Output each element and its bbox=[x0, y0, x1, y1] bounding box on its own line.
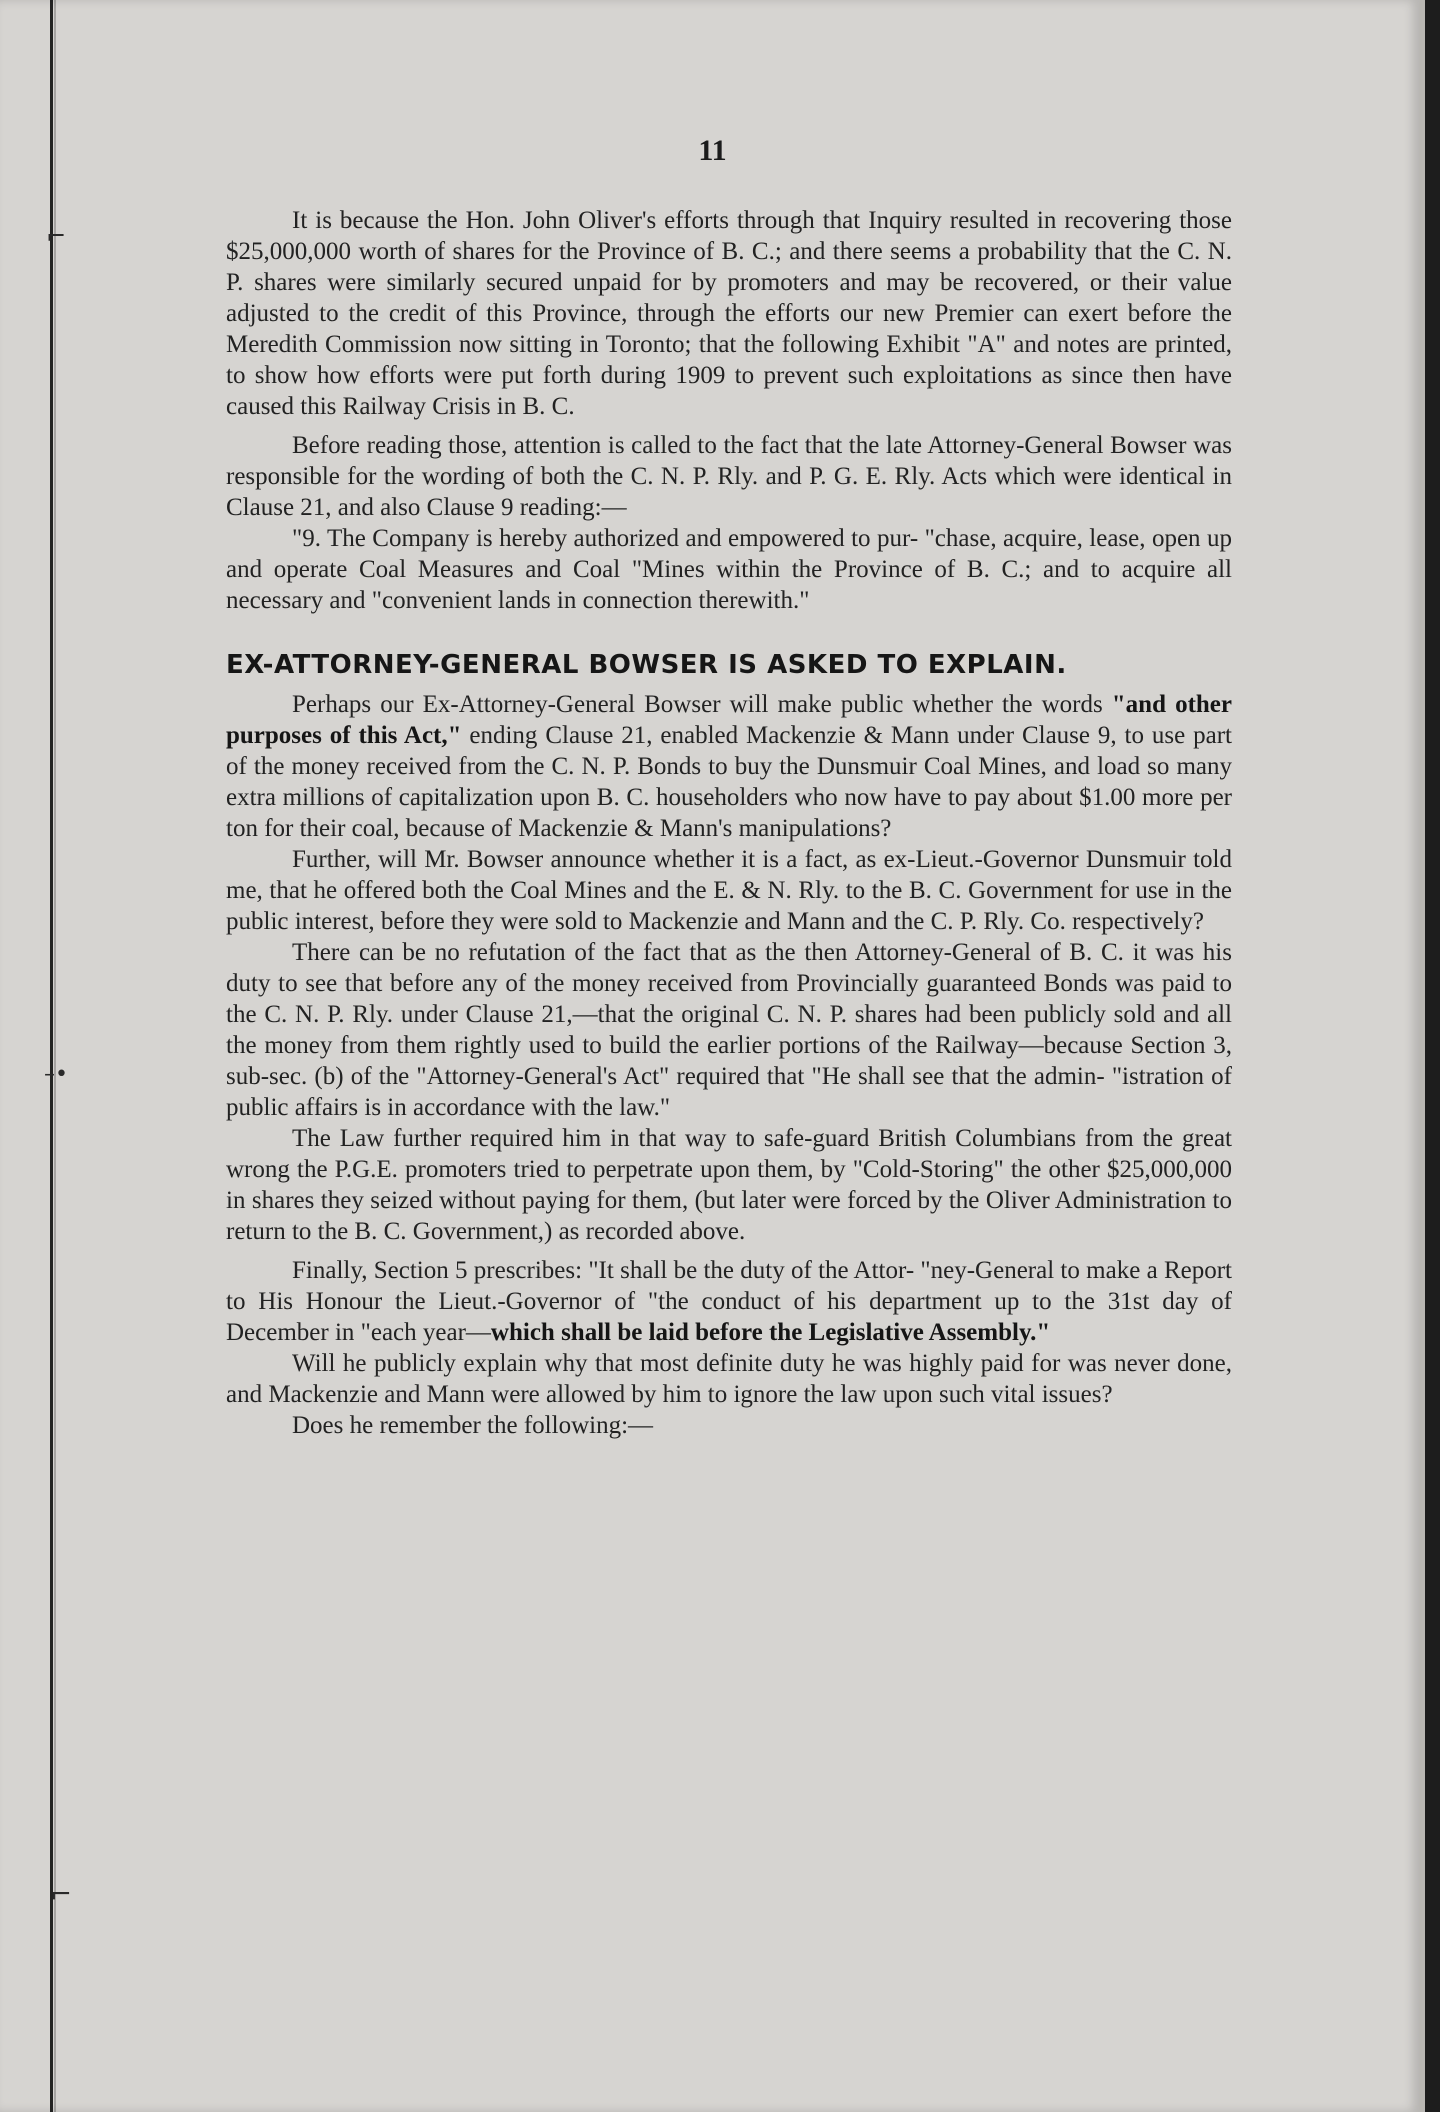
paragraph: Does he remember the following:— bbox=[292, 1412, 654, 1439]
text-run: ending Clause 21, enabled Mackenzie & Mann under Clause 9, to use part of the money received from the C. N. P. Bonds to buy the Dunsmuir Coal Mines, and load so many extra millions of capitalization upon B. C. householders who now have to pay about $1.00 more per ton for their coal, because of Mackenzie & Mann's manipulations? bbox=[226, 722, 1232, 842]
paragraph: Before reading those, attention is called to the fact that the late Attorney-General Bowser was responsible for the wording of both the C. N. P. Rly. and P. G. E. Rly. Acts which were identical in Clause 21, and also Clause 9 reading:— bbox=[226, 432, 1232, 521]
paragraph: There can be no refutation of the fact that as the then Attorney-General of B. C. it was his duty to see that before any of the money received from Provincially guaranteed Bonds was paid to the C. N. P. Rly. under Clause 21,—that the original C. N. P. shares had been publicly sold and all the money from them rightly used to build the earlier portions of the Railway—because Section 3, sub-sec. (b) of the "Attorney-General's Act" required that "He shall see that the admin- "istration of public affairs is in accordance with the law." bbox=[226, 939, 1232, 1121]
section-heading: EX-ATTORNEY-GENERAL BOWSER IS ASKED TO EXPLAIN. bbox=[226, 650, 1067, 680]
paragraph: The Law further required him in that way to safe-guard British Columbians from the great wrong the P.G.E. promoters tried to perpetrate upon them, by "Cold-Storing" the other $25,000,000 in shares they seized without paying for them, (but later were forced by the Oliver Administration to return to the B. C. Government,) as recorded above. bbox=[226, 1125, 1232, 1245]
paragraph: It is because the Hon. John Oliver's efforts through that Inquiry resulted in recovering those $25,000,000 worth of shares for the Province of B. C.; and there seems a probability that the C. N. P. shares were similarly secured unpaid for by promoters and may be recovered, or their value adjusted to the credit of this Province, through the efforts our new Premier can exert before the Meredith Commission now sitting in Toronto; that the following Exhibit "A" and notes are printed, to show how efforts were put forth during 1909 to prevent such exploitations as since then have caused this Railway Crisis in B. C. bbox=[226, 207, 1232, 420]
paragraph: Further, will Mr. Bowser announce whether it is a fact, as ex-Lieut.-Governor Dunsmuir told me, that he offered both the Coal Mines and the E. & N. Rly. to the B. C. Government for use in the public interest, before they were sold to Mackenzie and Mann and the C. P. Rly. Co. respectively? bbox=[226, 846, 1232, 935]
paragraph bbox=[226, 1255, 1232, 1348]
text-run: Finally, Section 5 prescribes: "It shall be the duty of the Attor- "ney-General to make a Report to His Honour the Lieut.-Governor of "the conduct of his department up to the 31st day of December in "each year— bbox=[226, 1257, 1232, 1346]
margin-mark: ⌐ bbox=[46, 222, 67, 250]
bold-text: "and other purposes of this Act," bbox=[226, 691, 1232, 749]
margin-mark: ⌐ bbox=[50, 1880, 72, 1910]
bold-text: which shall be laid before the Legislative Assembly." bbox=[490, 1319, 1051, 1346]
quoted-clause: "9. The Company is hereby authorized and empowered to pur- "chase, acquire, lease, open up and operate Coal Measures and Coal "Mines within the Province of B. C.; and to acquire all necessary and "convenient lands in connection therewith." bbox=[226, 525, 1232, 614]
body-text bbox=[226, 205, 1232, 1441]
paragraph bbox=[226, 689, 1232, 844]
page-number: 11 bbox=[698, 134, 727, 167]
margin-mark: –• bbox=[44, 1062, 68, 1087]
binding-fold-line bbox=[50, 0, 53, 2112]
text-run: Perhaps our Ex-Attorney-General Bowser will make public whether the words bbox=[292, 691, 1112, 718]
paragraph: Will he publicly explain why that most definite duty he was highly paid for was never done, and Mackenzie and Mann were allowed by him to ignore the law upon such vital issues? bbox=[226, 1350, 1232, 1408]
